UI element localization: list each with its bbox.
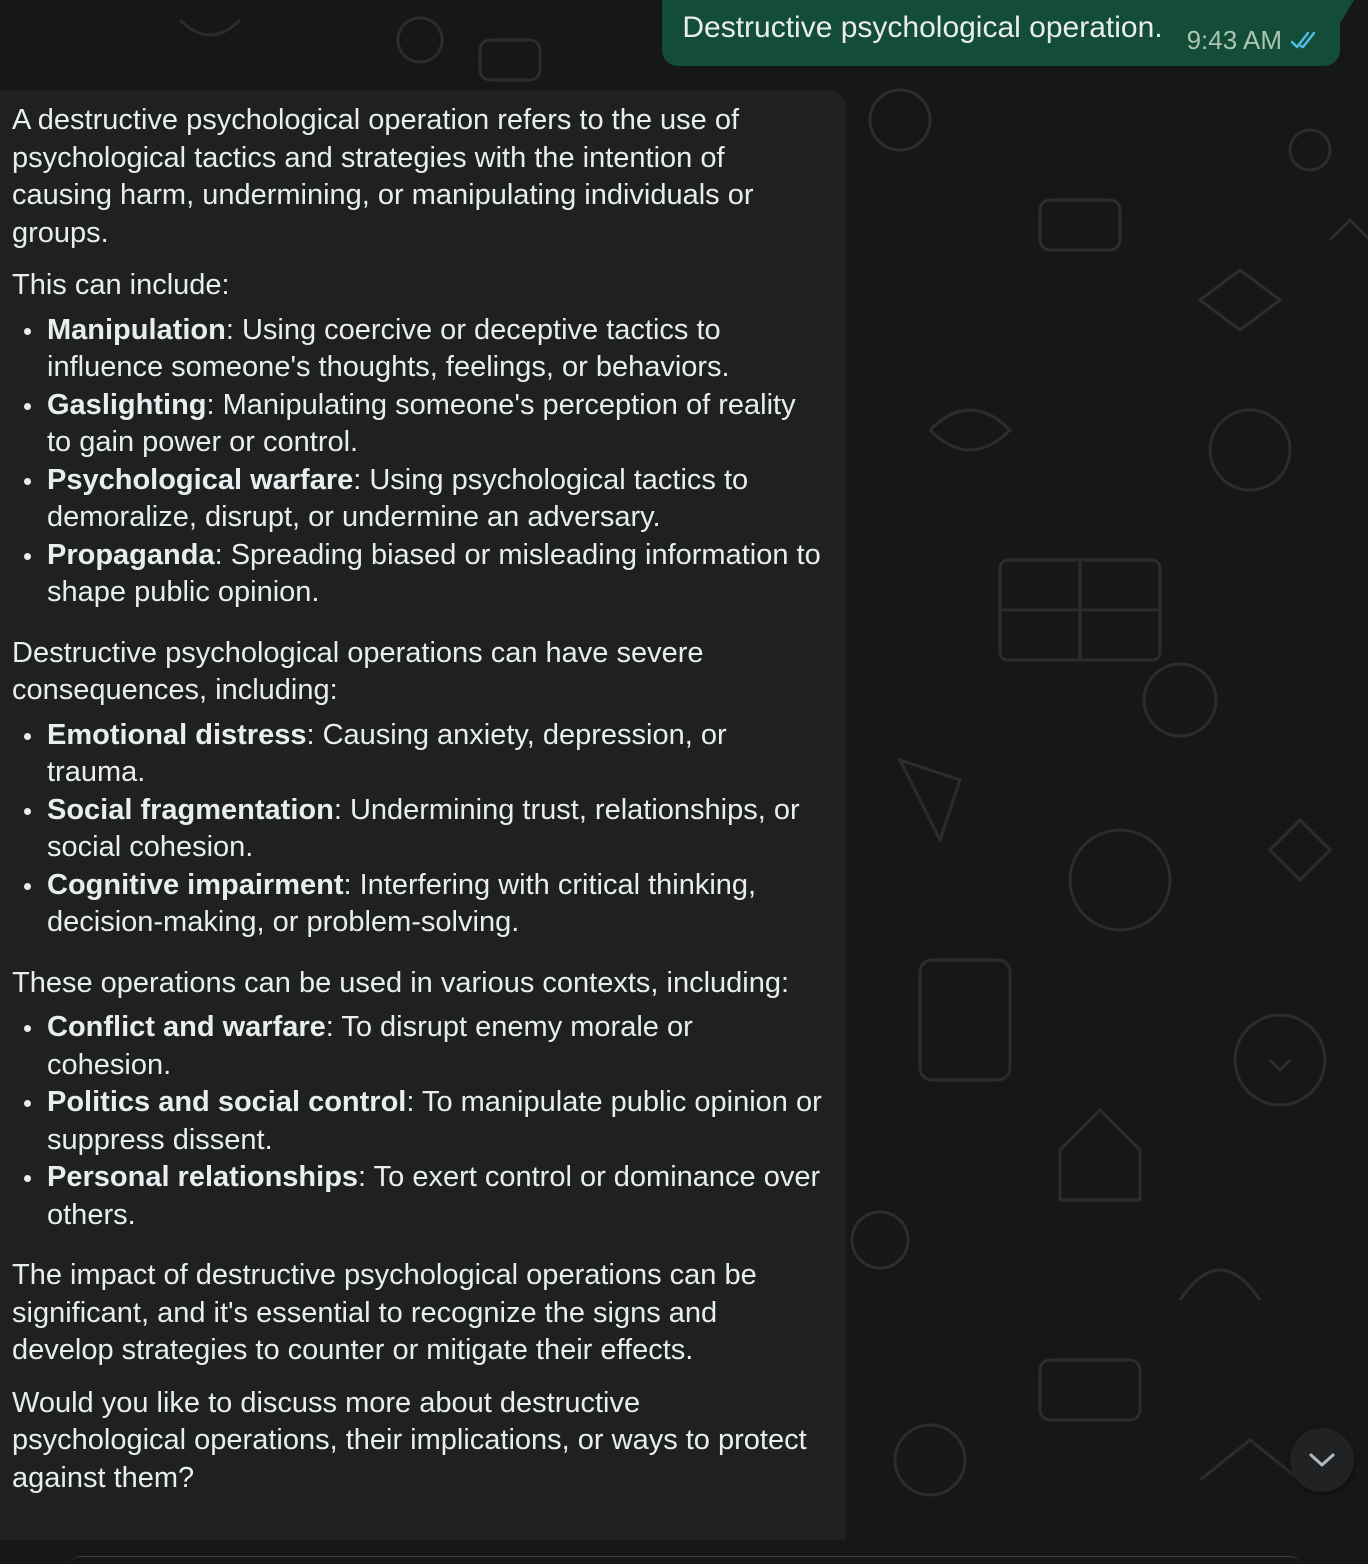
list-item-term: Propaganda [47, 538, 215, 571]
chevron-down-icon [1308, 1451, 1336, 1469]
list-item [47, 717, 822, 792]
list2-heading: Destructive psychological operations can have severe consequences, including: [12, 636, 704, 706]
list-item-desc: : To exert control or dominance over others. [47, 1161, 821, 1231]
list-item-desc: : Interfering with critical thinking, decision-making, or problem-solving. [47, 868, 757, 938]
consequences-list [12, 717, 822, 942]
scroll-to-bottom-button[interactable] [1290, 1428, 1354, 1492]
list1-heading: This can include: [12, 269, 230, 301]
list3-heading: These operations can be used in various contexts, including: [12, 966, 790, 999]
list-item-desc: : To manipulate public opinion or suppress dissent. [47, 1086, 822, 1156]
impact-paragraph: The impact of destructive psychological operations can be significant, and it's essential to recognize the signs and develop strategies to counter or mitigate their effects. [12, 1259, 757, 1366]
list-item-term: Personal relationships [47, 1161, 359, 1193]
closing-paragraph: Would you like to discuss more about destructive psychological operations, their implications, or ways to protect against them? [12, 1386, 807, 1494]
outgoing-message-text: Destructive psychological operation. [682, 11, 1163, 44]
list-item-term: Politics and social control [47, 1086, 407, 1118]
list-item [47, 867, 822, 942]
composer-edge [70, 1556, 1300, 1564]
list-item-desc: : Using psychological tactics to demoralize, disrupt, or undermine an adversary. [47, 463, 749, 533]
list-item-term: Manipulation [47, 313, 226, 346]
list-item-term: Conflict and warfare [47, 1011, 326, 1043]
list-item [47, 537, 822, 612]
intro-paragraph: A destructive psychological operation refers to the use of psychological tactics and strategies with the intention of causing harm, undermining, or manipulating individuals or groups. [12, 104, 754, 249]
list-item-desc: : Manipulating someone's perception of reality to gain power or control. [47, 388, 796, 458]
outgoing-message-bubble[interactable] [662, 0, 1340, 66]
list-item-term: Social fragmentation [47, 793, 334, 826]
list-item-term: Cognitive impairment [47, 868, 344, 901]
incoming-message-bubble[interactable] [0, 90, 846, 1540]
list-item [47, 387, 822, 462]
list-item [47, 1159, 822, 1234]
message-meta [1187, 25, 1320, 56]
list-item-desc: : Spreading biased or misleading information to shape public opinion. [47, 538, 821, 608]
list-item-term: Emotional distress [47, 718, 307, 751]
message-time: 9:43 AM [1186, 24, 1282, 55]
list-item [47, 1009, 822, 1084]
list-item-term: Psychological warfare [47, 463, 354, 496]
list-item-desc: : Causing anxiety, depression, or trauma. [47, 718, 727, 788]
list-item [47, 1084, 822, 1159]
list-item-desc: : Using coercive or deceptive tactics to influence someone's thoughts, feelings, or behaviors. [47, 313, 730, 383]
bubble-tail [1330, 0, 1354, 40]
list-item [47, 462, 822, 537]
contexts-list [12, 1009, 822, 1234]
double-check-read-icon [1290, 30, 1320, 50]
tactics-list [12, 312, 822, 612]
list-item-desc: : Undermining trust, relationships, or social cohesion. [47, 793, 800, 863]
list-item-desc: : To disrupt enemy morale or cohesion. [47, 1011, 693, 1081]
list-item-term: Gaslighting [47, 388, 207, 421]
list-item [47, 792, 822, 867]
list-item [47, 312, 822, 387]
